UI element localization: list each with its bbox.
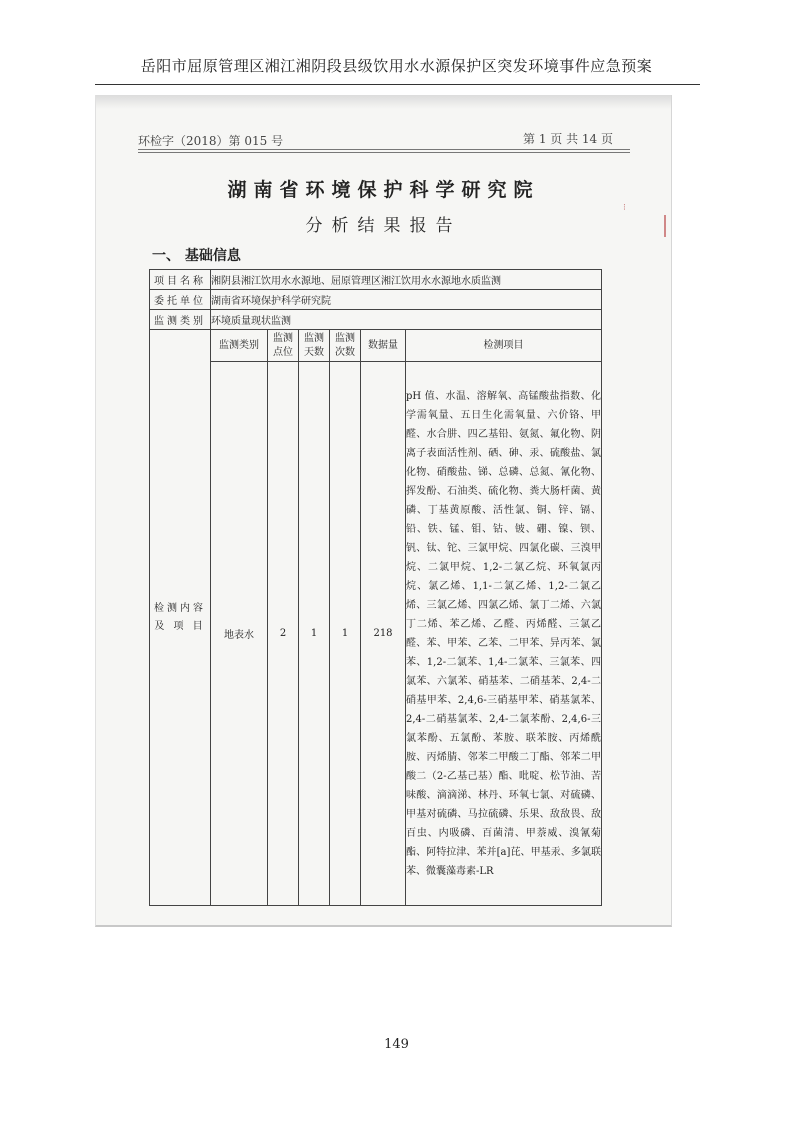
- monitor-type: 环境质量现状监测: [211, 310, 602, 330]
- institute-name: 湖南省环境保护科学研究院: [227, 179, 540, 201]
- contents-label-line1: 检测内容: [154, 602, 206, 614]
- client-name: 湖南省环境保护科学研究院: [211, 290, 602, 310]
- column-points-line2: 点位: [273, 346, 293, 358]
- running-header: 岳阳市屈原管理区湘江湘阴段县级饮用水水源保护区突发环境事件应急预案: [140, 57, 653, 75]
- monitor-type-label: 监测类别: [150, 310, 211, 330]
- contents-label: [150, 330, 211, 906]
- column-days-line2: 天数: [304, 346, 324, 358]
- page-number: 149: [384, 1037, 409, 1052]
- project-name: 湘阴县湘江饮用水水源地、屈原管理区湘江饮用水水源地水质监测: [211, 270, 602, 290]
- column-days: [299, 330, 330, 362]
- row-points: 2: [268, 362, 299, 906]
- header-rule: [95, 84, 700, 85]
- row-days: 1: [299, 362, 330, 906]
- row-category: 地表水: [211, 362, 268, 906]
- contents-label-line2: 及 项 目: [154, 620, 206, 632]
- column-points-line1: 监测: [273, 332, 293, 344]
- margin-stamp-mark: [658, 215, 666, 237]
- scanned-report-page: [95, 95, 672, 927]
- page-count: 第 1 页 共 14 页: [523, 132, 613, 146]
- client-label: 委托单位: [150, 290, 211, 310]
- row-items: pH 值、水温、溶解氧、高锰酸盐指数、化学需氧量、五日生化需氧量、六价铬、甲醛、水合肼、四乙基铅、氨氮、氟化物、阴离子表面活性剂、硒、砷、汞、硫酸盐、氯化物、硝酸盐、锑、总磷、总氮、氰化物、挥发酚、石油类、硫化物、粪大肠杆菌、黄磷、丁基黄原酸、活性氯、铜、锌、镉、铅、铁、锰、钼、钴、铍、硼、镍、钡、钒、钛、铊、三氯甲烷、四氯化碳、三溴甲烷、二氯甲烷、1,2-二氯乙烷、环氧氯丙烷、氯乙烯、1,1-二氯乙烯、1,2-二氯乙烯、三氯乙烯、四氯乙烯、氯丁二烯、六氯丁二烯、苯乙烯、乙醛、丙烯醛、三氯乙醛、苯、甲苯、乙苯、二甲苯、异丙苯、氯苯、1,2-二氯苯、1,4-二氯苯、三氯苯、四氯苯、六氯苯、硝基苯、二硝基苯、2,4-二硝基甲苯、2,4,6-三硝基甲苯、硝基氯苯、2,4-二硝基氯苯、2,4-二氯苯酚、2,4,6-三氯苯酚、五氯酚、苯胺、联苯胺、丙烯酰胺、丙烯腈、邻苯二甲酸二丁酯、邻苯二甲酸二（2-乙基己基）酯、吡啶、松节油、苦味酸、滴滴涕、林丹、环氧七氯、对硫磷、甲基对硫磷、马拉硫磷、乐果、敌敌畏、敌百虫、内吸磷、百菌清、甲萘威、溴氰菊酯、阿特拉津、苯并[a]芘、甲基汞、多氯联苯、微囊藻毒素-LR: [406, 362, 602, 906]
- row-data-count: 218: [361, 362, 406, 906]
- column-category: 监测类别: [211, 330, 268, 362]
- margin-stamp-mark: ⁝: [623, 203, 626, 213]
- column-items: 检测项目: [406, 330, 602, 362]
- column-times-line1: 监测: [335, 332, 355, 344]
- project-name-label: 项目名称: [150, 270, 211, 290]
- scan-shadow: [96, 95, 671, 109]
- column-days-line1: 监测: [304, 332, 324, 344]
- report-number: 环检字（2018）第 015 号: [138, 134, 284, 148]
- column-times-line2: 次数: [335, 346, 355, 358]
- column-points: [268, 330, 299, 362]
- column-times: [330, 330, 361, 362]
- report-title: 分析结果报告: [305, 216, 462, 236]
- scan-rule-bottom: [138, 152, 630, 153]
- basic-info-table: [149, 269, 602, 906]
- section-heading: 一、 基础信息: [152, 248, 241, 264]
- row-times: 1: [330, 362, 361, 906]
- scan-rule-top: [138, 149, 630, 150]
- column-data-count: 数据量: [361, 330, 406, 362]
